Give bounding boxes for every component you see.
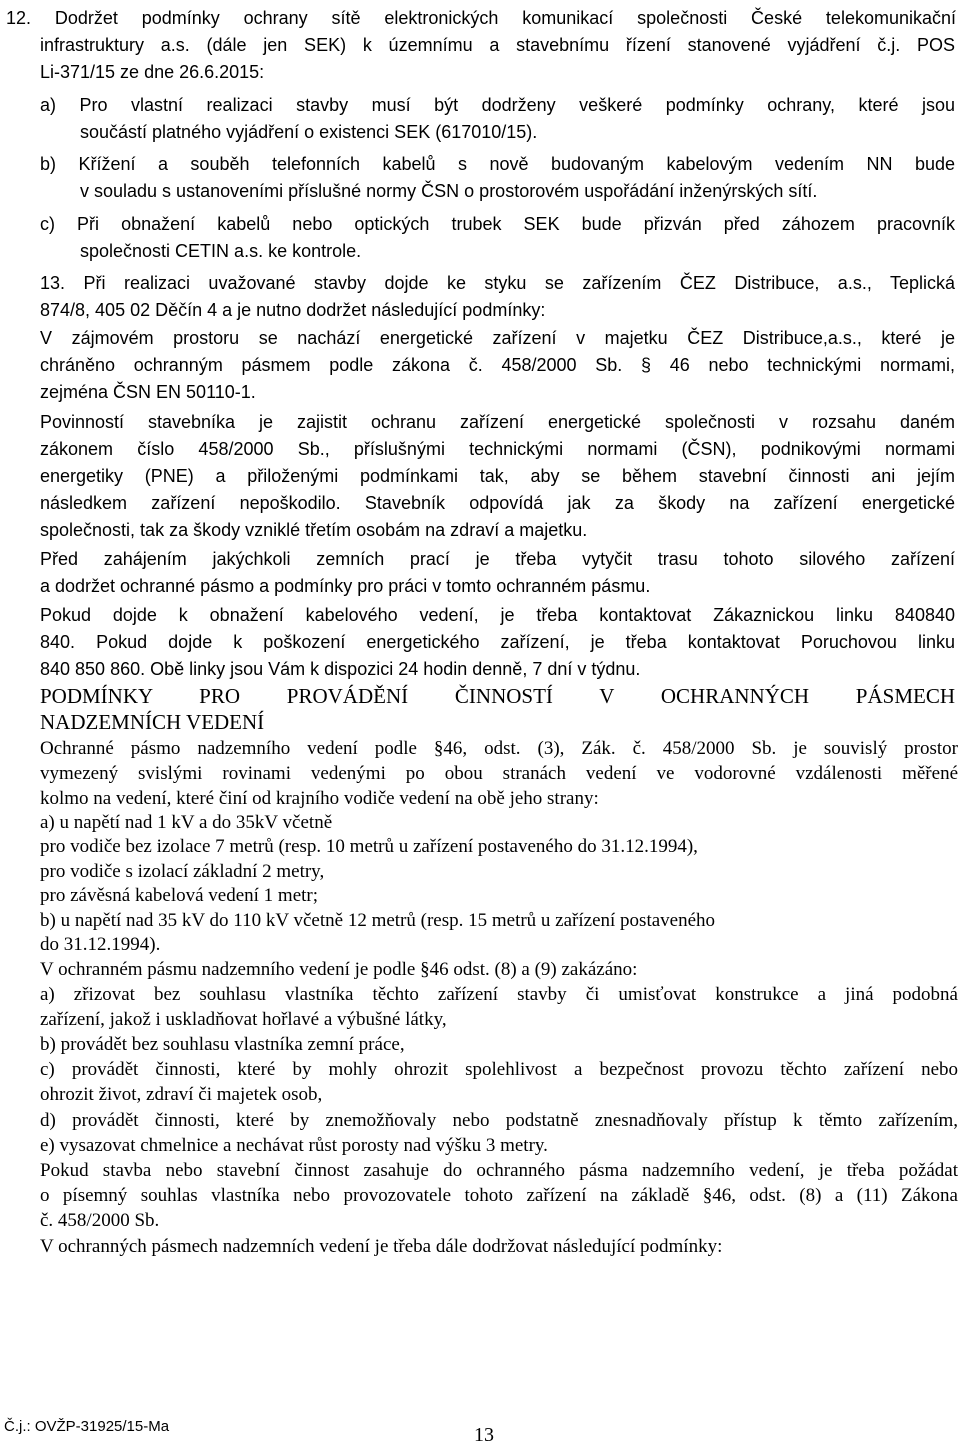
text-line: V zájmovém prostoru se nachází energetické zařízení v majetku ČEZ Distribuce,a.s., které je bbox=[40, 328, 955, 348]
text-line: c) provádět činnosti, které by mohly ohrozit spolehlivost a bezpečnost provozu těchto zařízení nebo bbox=[40, 1059, 958, 1080]
text-line: chráněno ochranným pásmem podle zákona č. 458/2000 Sb. § 46 nebo technickými normami, bbox=[40, 355, 955, 375]
text-line: ohrozit život, zdraví či majetek osob, bbox=[40, 1084, 323, 1105]
text-line: Li-371/15 ze dne 26.6.2015: bbox=[40, 62, 265, 82]
text-line: o písemný souhlas vlastníka nebo provozovatele tohoto zařízení na základě §46, odst. (8) a (11) Zákona bbox=[40, 1185, 958, 1206]
text-line: d) provádět činnosti, které by znemožňovaly nebo podstatně znesnadňovaly přístup k těmto zařízením, bbox=[40, 1110, 958, 1131]
text-line: b) u napětí nad 35 kV do 110 kV včetně 12 metrů (resp. 15 metrů u zařízení postaveného bbox=[40, 910, 716, 931]
text-line: V ochranném pásmu nadzemního vedení je podle §46 odst. (8) a (9) zakázáno: bbox=[40, 959, 638, 980]
text-line: infrastruktury a.s. (dále jen SEK) k územnímu a stavebnímu řízení stanovené vyjádření č.j. POS bbox=[40, 35, 955, 55]
text-line: 840 850 860. Obě linky jsou Vám k dispozici 24 hodin denně, 7 dní v týdnu. bbox=[40, 659, 641, 679]
text-line: společnosti CETIN a.s. ke kontrole. bbox=[80, 241, 362, 261]
text-line: b) provádět bez souhlasu vlastníka zemní práce, bbox=[40, 1034, 405, 1055]
text-line: a dodržet ochranné pásmo a podmínky pro práci v tomto ochranném pásmu. bbox=[40, 576, 651, 596]
text-line: Pokud stavba nebo stavební činnost zasahuje do ochranného pásma nadzemního vedení, je třeba požádat bbox=[40, 1160, 958, 1181]
text-line: b) Křížení a souběh telefonních kabelů s nově budovaným kabelovým vedením NN bude bbox=[40, 154, 955, 174]
text-line: pro závěsná kabelová vedení 1 metr; bbox=[40, 885, 319, 906]
text-line: energetiky (PNE) a přiloženými podmínkami tak, aby se během stavební činnosti ani jejím bbox=[40, 466, 955, 486]
text-line: zejména ČSN EN 50110-1. bbox=[40, 382, 256, 402]
text-line: kolmo na vedení, které činí od krajního vodiče vedení na obě jeho strany: bbox=[40, 788, 599, 809]
text-line: zákonem číslo 458/2000 Sb., příslušnými technickými normami (ČSN), podnikovými normami bbox=[40, 439, 955, 459]
text-line: a) zřizovat bez souhlasu vlastníka těchto zařízení stavby či umisťovat konstrukce a jiná podobná bbox=[40, 984, 958, 1005]
text-line: c) Při obnažení kabelů nebo optických trubek SEK bude přizván před záhozem pracovník bbox=[40, 214, 955, 234]
text-line: 12. Dodržet podmínky ochrany sítě elektronických komunikací společnosti České telekomunikační bbox=[6, 8, 956, 28]
text-line: pro vodiče s izolací základní 2 metry, bbox=[40, 861, 325, 882]
text-line: a) Pro vlastní realizaci stavby musí být dodrženy veškeré podmínky ochrany, které jsou bbox=[40, 95, 955, 115]
footer-document-reference: Č.j.: OVŽP-31925/15-Ma bbox=[4, 1418, 170, 1435]
text-line: V ochranných pásmech nadzemních vedení je třeba dále dodržovat následující podmínky: bbox=[40, 1236, 723, 1257]
text-line: zařízení, jakož i uskladňovat hořlavé a výbušné látky, bbox=[40, 1009, 447, 1030]
text-line: č. 458/2000 Sb. bbox=[40, 1210, 160, 1231]
text-line: následkem zařízení nepoškodilo. Stavebník odpovídá jak za škody na zařízení energetické bbox=[40, 493, 955, 513]
text-line: e) vysazovat chmelnice a nechávat růst porosty nad výšku 3 metry. bbox=[40, 1135, 548, 1156]
text-line: Pokud dojde k obnažení kabelového vedení, je třeba kontaktovat Zákaznickou linku 840840 bbox=[40, 605, 955, 625]
text-line: 874/8, 405 02 Děčín 4 a je nutno dodržet následující podmínky: bbox=[40, 300, 546, 320]
page-number: 13 bbox=[474, 1424, 494, 1446]
section-heading: PODMÍNKY PRO PROVÁDĚNÍ ČINNOSTÍ V OCHRANNÝCH PÁSMECH bbox=[40, 684, 955, 708]
text-line: pro vodiče bez izolace 7 metrů (resp. 10 metrů u zařízení postaveného do 31.12.1994), bbox=[40, 836, 698, 857]
text-line: do 31.12.1994). bbox=[40, 934, 161, 955]
text-line: vymezený svislými rovinami vedenými po obou stranách vedení ve vodorovné vzdálenosti měřené bbox=[40, 763, 958, 784]
text-line: v souladu s ustanoveními příslušné normy ČSN o prostorovém uspořádání inženýrských sítí. bbox=[80, 181, 818, 201]
text-line: 13. Při realizaci uvažované stavby dojde ke styku se zařízením ČEZ Distribuce, a.s., Teplická bbox=[40, 273, 955, 293]
text-line: a) u napětí nad 1 kV a do 35kV včetně bbox=[40, 812, 333, 833]
text-line: součástí platného vyjádření o existenci SEK (617010/15). bbox=[80, 122, 538, 142]
text-line: Ochranné pásmo nadzemního vedení podle §46, odst. (3), Zák. č. 458/2000 Sb. je souvislý prostor bbox=[40, 738, 958, 759]
text-line: 840. Pokud dojde k poškození energetického zařízení, je třeba kontaktovat Poruchovou linku bbox=[40, 632, 955, 652]
text-line: Povinností stavebníka je zajistit ochranu zařízení energetické společnosti v rozsahu daném bbox=[40, 412, 955, 432]
section-heading: NADZEMNÍCH VEDENÍ bbox=[40, 710, 265, 734]
text-line: Před zahájením jakýchkoli zemních prací je třeba vytyčit trasu tohoto silového zařízení bbox=[40, 549, 955, 569]
text-line: společnosti, tak za škody vzniklé třetím osobám na zdraví a majetku. bbox=[40, 520, 588, 540]
